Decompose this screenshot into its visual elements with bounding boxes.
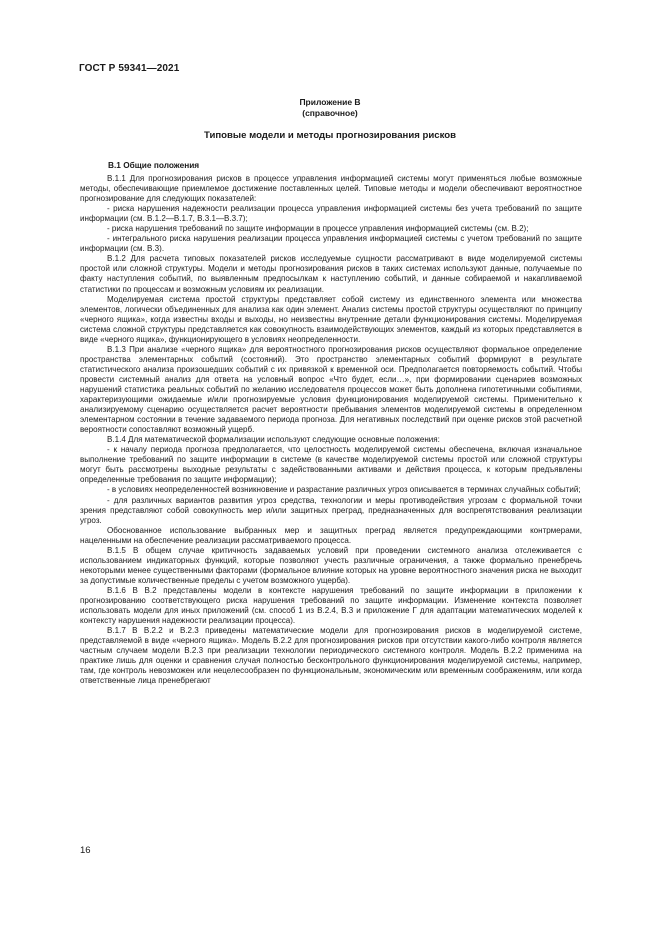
paragraph: В.1.6 В В.2 представлены модели в контексте нарушения требований по защите информации в приложении к прогнозированию соответствующего риска нарушения требований по защите информации. Изменение контекста позволяет использовать модели для иных приложений (см. способ 1 из В.2.4, В.3 и приложение Г для адаптации математических моделей к контексту нарушения надежности реализации процесса).: [80, 585, 582, 626]
list-item: - к началу периода прогноза предполагается, что целостность моделируемой системы обеспечена, включая изначальное выполнение требований по защите информации в системе (в качестве моделируемой системы простой или сложной структуры могут быть рассмотрены выходные результаты с задействованными активами и действия процесса, к которым предъявлены определенные требования по защите информации);: [80, 445, 582, 485]
body-text: [80, 174, 582, 686]
list-item: - риска нарушения требований по защите информации в процессе управления информацией системы (см. В.2);: [107, 224, 529, 234]
paragraph: В.1.1 Для прогнозирования рисков в процессе управления информацией системы могут применяться любые возможные методы, обеспечивающие приемлемое достижение поставленных целей. Типовые методы и модели обеспечивают вероятностное прогнозирование для следующих показателей:: [80, 174, 582, 204]
list-item: - для различных вариантов развития угроз средства, технологии и меры противодействия угрозам с формальной точки зрения представляют собой совокупность мер и/или защитных преград, предназначенных для воспрепятствования реализации угроз.: [80, 495, 582, 525]
standard-header: ГОСТ Р 59341—2021: [79, 63, 180, 74]
annex-heading: [80, 97, 580, 119]
annex-title: Типовые модели и методы прогнозирования рисков: [203, 130, 457, 141]
paragraph: В.1.3 При анализе «черного ящика» для вероятностного прогнозирования рисков осуществляют формальное определение пространства элементарных событий (состояний). Это пространство элементарных событий формируют в результате статистического анализа произошедших событий с их привязкой к временной оси. Предполагается повторяемость событий. Чтобы провести системный анализ для ответа на условный вопрос «Что будет, если…», при формировании сценариев возможных нарушений статистика реальных событий по желанию исследователя процессов может быть дополнена гипотетичными событиями, характеризующими ожидаемые и/или прогнозируемые условия функционирования моделируемой системы. Применительно к анализируемому сценарию осуществляется расчет вероятности пребывания элементов моделируемой системы в определенном элементарном состоянии в течение задаваемого периода прогноза. Для негативных последствий при оценке рисков этой расчетной вероятности сопоставляют возможный ущерб.: [80, 344, 582, 435]
paragraph: Обоснованное использование выбранных мер и защитных преград является предупреждающими контрмерами, нацеленными на обеспечение реализации рассматриваемого процесса.: [80, 525, 582, 545]
list-item: - в условиях неопределенностей возникновение и разрастание различных угроз описывается в терминах случайных событий;: [107, 485, 581, 495]
paragraph: В.1.5 В общем случае критичность задаваемых условий при проведении системного анализа отслеживается с использованием индикаторных функций, которые позволяют учесть различные ограничения, а также формально пренебречь некоторыми менее существенными факторами (формальное влияние которых на уровне вероятностного значения риска не выходит за допустимые количественные пределы с учетом возможного ущерба).: [80, 545, 582, 585]
paragraph: В.1.2 Для расчета типовых показателей рисков исследуемые сущности рассматривают в виде моделируемой системы простой или сложной структуры. Модели и методы прогнозирования рисков в таких системах используют данные, получаемые по факту наступления событий, по выявленным предпосылкам к наступлению событий, и данные собираемой и накапливаемой статистики по процессам и возможным условиям их реализации.: [80, 254, 582, 294]
annex-type: (справочное): [302, 108, 358, 118]
paragraph: Моделируемая система простой структуры представляет собой систему из единственного элемента или множества элементов, логически объединенных для анализа как один элемент. Анализ системы простой структуры осуществляют по принципу «черного ящика», когда известны входы и выходы, но неизвестны внутренние детали функционирования системы. Моделируемая система сложной структуры представляется как совокупность взаимодействующих элементов, каждый из которых представляется в виде «черного ящика», функционирующего в условиях неопределенности.: [80, 294, 582, 344]
list-item: - риска нарушения надежности реализации процесса управления информацией системы без учета требований по защите информации (см. В.1.2—В.1.7, В.3.1—В.3.7);: [80, 204, 582, 224]
annex-label: Приложение В: [299, 97, 361, 107]
page-number: 16: [80, 845, 91, 856]
paragraph: В.1.7 В В.2.2 и В.2.3 приведены математические модели для прогнозирования рисков в моделируемой системе, представляемой в виде «черного ящика». Модель В.2.2 для прогнозирования рисков при отсутствии какого-либо контроля является частным случаем модели В.2.3 при реализации технологии периодического системного контроля. Модель В.2.2 применима на практике лишь для оценки и сравнения случая полностью бесконтрольного функционирования моделируемой системы, например, там, где контроль невозможен или нецелесообразен по функциональным, экономическим или временным соображениям, или когда ответственные лица пренебрегают: [80, 626, 582, 686]
section-title: В.1 Общие положения: [108, 160, 200, 170]
list-item: - интегрального риска нарушения реализации процесса управления информацией системы с учетом требований по защите информации (см. В.3).: [80, 234, 582, 254]
paragraph: В.1.4 Для математической формализации используют следующие основные положения:: [107, 435, 440, 445]
